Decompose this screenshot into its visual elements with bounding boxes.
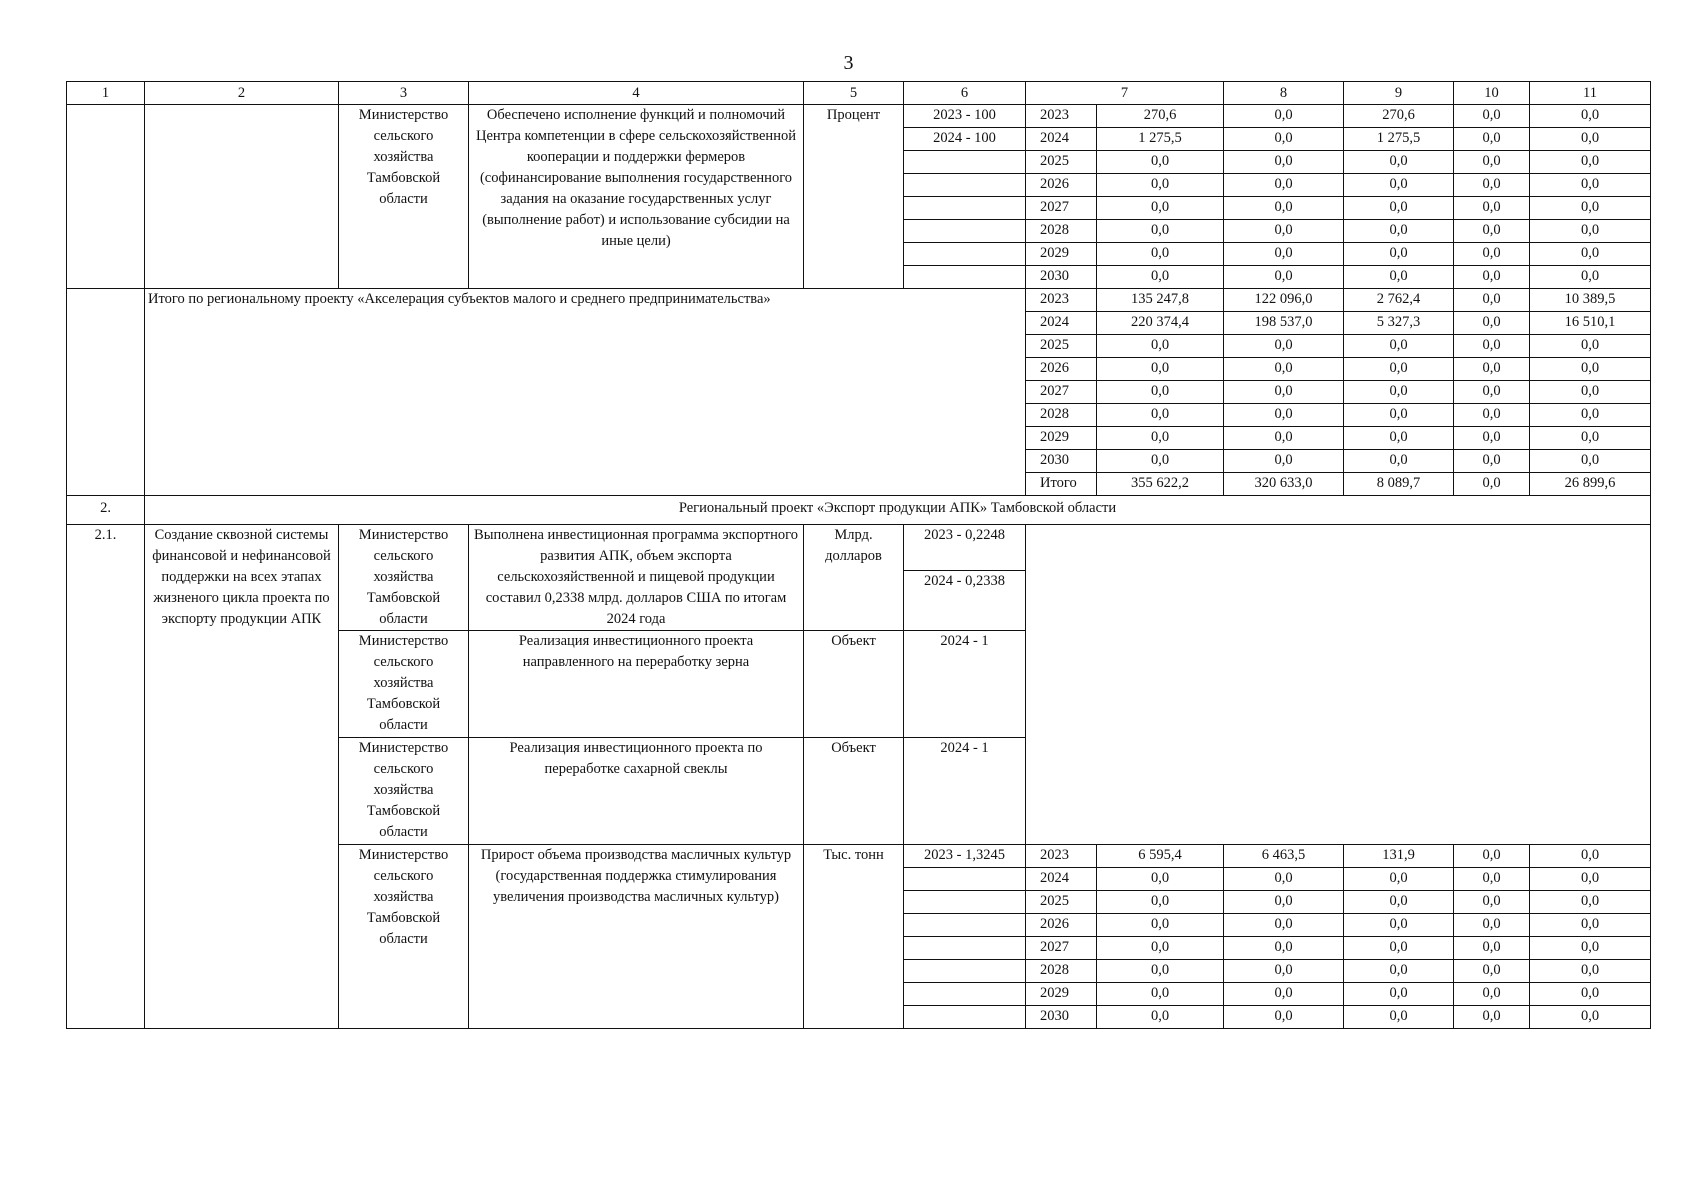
- value-cell-c11: 0,0: [1530, 381, 1651, 404]
- value-cell-c11: 26 899,6: [1530, 473, 1651, 496]
- value-cell-c7: 135 247,8: [1097, 289, 1224, 312]
- value-cell-c9: 0,0: [1344, 960, 1454, 983]
- value-cell-c9: 0,0: [1344, 1006, 1454, 1029]
- unit-cell: Процент: [804, 105, 904, 289]
- value-cell-c9: 0,0: [1344, 174, 1454, 197]
- value-cell-c9: 8 089,7: [1344, 473, 1454, 496]
- value-cell-c7: 355 622,2: [1097, 473, 1224, 496]
- value-cell-c7: 0,0: [1097, 937, 1224, 960]
- result-cell: Выполнена инвестиционная программа экспортного развития АПК, объем экспорта сельскохозяйственной и пищевой продукции составил 0,2338 млрд. долларов США по итогам 2024 года: [469, 525, 804, 631]
- empty-target-cell: [904, 891, 1026, 914]
- column-header-7: 7: [1026, 82, 1224, 105]
- year-cell: 2026: [1026, 914, 1097, 937]
- value-cell-c7: 0,0: [1097, 914, 1224, 937]
- value-cell-c10: 0,0: [1454, 845, 1530, 868]
- value-cell-c9: 131,9: [1344, 845, 1454, 868]
- year-cell: 2024: [1026, 312, 1097, 335]
- responsible-cell: Министерство сельского хозяйства Тамбовской области: [339, 525, 469, 631]
- value-cell-c8: 0,0: [1224, 960, 1344, 983]
- column-header-2: 2: [145, 82, 339, 105]
- value-cell-c7: 0,0: [1097, 266, 1224, 289]
- total-row: [67, 289, 1651, 312]
- target-cell: 2024 - 1: [904, 738, 1026, 845]
- value-cell-c9: 2 762,4: [1344, 289, 1454, 312]
- value-cell-c11: 0,0: [1530, 868, 1651, 891]
- year-cell: 2026: [1026, 358, 1097, 381]
- value-cell-c8: 0,0: [1224, 358, 1344, 381]
- column-header-1: 1: [67, 82, 145, 105]
- header-row: [67, 82, 1651, 105]
- value-cell-c8: 0,0: [1224, 868, 1344, 891]
- value-cell-c11: 0,0: [1530, 197, 1651, 220]
- column-header-8: 8: [1224, 82, 1344, 105]
- value-cell-c8: 0,0: [1224, 381, 1344, 404]
- block-a-row: [67, 105, 1651, 128]
- column-header-3: 3: [339, 82, 469, 105]
- empty-target-cell: [904, 1006, 1026, 1029]
- value-cell-c8: 0,0: [1224, 450, 1344, 473]
- value-cell-c11: 0,0: [1530, 404, 1651, 427]
- subsection-name: Создание сквозной системы финансовой и нефинансовой поддержки на всех этапах жизненого цикла проекта по экспорту продукции АПК: [145, 525, 339, 1029]
- value-cell-c8: 0,0: [1224, 427, 1344, 450]
- blank-area: [1026, 525, 1651, 845]
- empty-target-cell: [904, 983, 1026, 1006]
- value-cell-c9: 0,0: [1344, 450, 1454, 473]
- value-cell-c8: 0,0: [1224, 914, 1344, 937]
- empty-target-cell: [904, 914, 1026, 937]
- value-cell-c8: 122 096,0: [1224, 289, 1344, 312]
- empty-target-cell: [904, 197, 1026, 220]
- value-cell-c7: 0,0: [1097, 197, 1224, 220]
- value-cell-c10: 0,0: [1454, 427, 1530, 450]
- value-cell-c11: 0,0: [1530, 914, 1651, 937]
- value-cell-c10: 0,0: [1454, 105, 1530, 128]
- value-cell-c11: 0,0: [1530, 937, 1651, 960]
- empty-target-cell: [904, 266, 1026, 289]
- value-cell-c11: 0,0: [1530, 335, 1651, 358]
- value-cell-c11: 0,0: [1530, 105, 1651, 128]
- value-cell-c10: 0,0: [1454, 914, 1530, 937]
- empty-target-cell: [904, 243, 1026, 266]
- value-cell-c11: 0,0: [1530, 450, 1651, 473]
- value-cell-c8: 0,0: [1224, 266, 1344, 289]
- column-header-10: 10: [1454, 82, 1530, 105]
- value-cell-c7: 0,0: [1097, 151, 1224, 174]
- year-cell: 2026: [1026, 174, 1097, 197]
- value-cell-c8: 0,0: [1224, 105, 1344, 128]
- year-cell: 2027: [1026, 197, 1097, 220]
- year-cell: 2023: [1026, 845, 1097, 868]
- value-cell-c11: 0,0: [1530, 845, 1651, 868]
- value-cell-c9: 0,0: [1344, 335, 1454, 358]
- empty-target-cell: [904, 174, 1026, 197]
- value-cell-c10: 0,0: [1454, 1006, 1530, 1029]
- value-cell-c10: 0,0: [1454, 404, 1530, 427]
- value-cell-c7: 1 275,5: [1097, 128, 1224, 151]
- year-cell: 2023: [1026, 105, 1097, 128]
- value-cell-c8: 0,0: [1224, 937, 1344, 960]
- value-cell-c8: 0,0: [1224, 174, 1344, 197]
- total-label: Итого по региональному проекту «Акселерация субъектов малого и среднего предпринимательства»: [145, 289, 1026, 496]
- empty-target-cell: [904, 868, 1026, 891]
- value-cell-c10: 0,0: [1454, 289, 1530, 312]
- value-cell-c8: 0,0: [1224, 243, 1344, 266]
- year-cell: 2025: [1026, 335, 1097, 358]
- value-cell-c8: 0,0: [1224, 151, 1344, 174]
- year-cell: 2030: [1026, 450, 1097, 473]
- column-header-9: 9: [1344, 82, 1454, 105]
- empty-cell: [67, 105, 145, 289]
- value-cell-c11: 0,0: [1530, 960, 1651, 983]
- value-cell-c9: 0,0: [1344, 868, 1454, 891]
- empty-cell: [145, 105, 339, 289]
- target-cell: 2023 - 100: [904, 105, 1026, 128]
- value-cell-c10: 0,0: [1454, 937, 1530, 960]
- year-cell: Итого: [1026, 473, 1097, 496]
- value-cell-c8: 0,0: [1224, 128, 1344, 151]
- value-cell-c11: 0,0: [1530, 151, 1651, 174]
- value-cell-c10: 0,0: [1454, 891, 1530, 914]
- financing-table: [66, 81, 1651, 1029]
- value-cell-c10: 0,0: [1454, 358, 1530, 381]
- year-cell: 2030: [1026, 1006, 1097, 1029]
- target-cell: 2023 - 1,3245: [904, 845, 1026, 868]
- value-cell-c10: 0,0: [1454, 450, 1530, 473]
- value-cell-c11: 10 389,5: [1530, 289, 1651, 312]
- year-cell: 2024: [1026, 868, 1097, 891]
- value-cell-c7: 0,0: [1097, 891, 1224, 914]
- value-cell-c8: 0,0: [1224, 220, 1344, 243]
- value-cell-c7: 0,0: [1097, 450, 1224, 473]
- value-cell-c9: 5 327,3: [1344, 312, 1454, 335]
- target-cell: 2023 - 0,2248: [904, 525, 1026, 571]
- value-cell-c10: 0,0: [1454, 174, 1530, 197]
- value-cell-c11: 0,0: [1530, 983, 1651, 1006]
- target-cell: 2024 - 0,2338: [904, 570, 1026, 630]
- value-cell-c10: 0,0: [1454, 473, 1530, 496]
- unit-cell: Тыс. тонн: [804, 845, 904, 1029]
- value-cell-c9: 1 275,5: [1344, 128, 1454, 151]
- value-cell-c9: 0,0: [1344, 381, 1454, 404]
- value-cell-c10: 0,0: [1454, 197, 1530, 220]
- value-cell-c9: 0,0: [1344, 404, 1454, 427]
- value-cell-c8: 0,0: [1224, 335, 1344, 358]
- value-cell-c9: 0,0: [1344, 427, 1454, 450]
- value-cell-c7: 0,0: [1097, 868, 1224, 891]
- value-cell-c9: 0,0: [1344, 937, 1454, 960]
- value-cell-c11: 0,0: [1530, 891, 1651, 914]
- target-cell: 2024 - 100: [904, 128, 1026, 151]
- responsible-cell: Министерство сельского хозяйства Тамбовской области: [339, 845, 469, 1029]
- value-cell-c11: 0,0: [1530, 427, 1651, 450]
- page-number: 3: [843, 52, 854, 74]
- value-cell-c10: 0,0: [1454, 220, 1530, 243]
- section-number: 2.: [67, 496, 145, 525]
- year-cell: 2023: [1026, 289, 1097, 312]
- value-cell-c7: 0,0: [1097, 381, 1224, 404]
- value-cell-c10: 0,0: [1454, 960, 1530, 983]
- column-header-6: 6: [904, 82, 1026, 105]
- value-cell-c10: 0,0: [1454, 381, 1530, 404]
- value-cell-c9: 0,0: [1344, 243, 1454, 266]
- value-cell-c7: 0,0: [1097, 243, 1224, 266]
- value-cell-c9: 0,0: [1344, 358, 1454, 381]
- value-cell-c10: 0,0: [1454, 335, 1530, 358]
- value-cell-c9: 0,0: [1344, 914, 1454, 937]
- value-cell-c11: 0,0: [1530, 220, 1651, 243]
- section-row: [67, 496, 1651, 525]
- responsible-cell: Министерство сельского хозяйства Тамбовской области: [339, 105, 469, 289]
- value-cell-c10: 0,0: [1454, 312, 1530, 335]
- value-cell-c7: 0,0: [1097, 960, 1224, 983]
- unit-cell: Объект: [804, 631, 904, 738]
- year-cell: 2025: [1026, 151, 1097, 174]
- value-cell-c7: 0,0: [1097, 404, 1224, 427]
- value-cell-c8: 0,0: [1224, 404, 1344, 427]
- value-cell-c11: 0,0: [1530, 174, 1651, 197]
- year-cell: 2028: [1026, 960, 1097, 983]
- column-header-5: 5: [804, 82, 904, 105]
- responsible-cell: Министерство сельского хозяйства Тамбовской области: [339, 631, 469, 738]
- column-header-11: 11: [1530, 82, 1651, 105]
- empty-target-cell: [904, 937, 1026, 960]
- value-cell-c10: 0,0: [1454, 151, 1530, 174]
- year-cell: 2029: [1026, 243, 1097, 266]
- empty-target-cell: [904, 220, 1026, 243]
- year-cell: 2028: [1026, 220, 1097, 243]
- year-cell: 2029: [1026, 983, 1097, 1006]
- year-cell: 2029: [1026, 427, 1097, 450]
- result-cell: Реализация инвестиционного проекта по переработке сахарной свеклы: [469, 738, 804, 845]
- value-cell-c7: 0,0: [1097, 335, 1224, 358]
- value-cell-c8: 320 633,0: [1224, 473, 1344, 496]
- value-cell-c9: 0,0: [1344, 983, 1454, 1006]
- year-cell: 2028: [1026, 404, 1097, 427]
- value-cell-c8: 0,0: [1224, 1006, 1344, 1029]
- unit-cell: Объект: [804, 738, 904, 845]
- value-cell-c9: 0,0: [1344, 891, 1454, 914]
- result-cell: Реализация инвестиционного проекта направленного на переработку зерна: [469, 631, 804, 738]
- year-cell: 2025: [1026, 891, 1097, 914]
- empty-cell: [67, 289, 145, 496]
- section-title: Региональный проект «Экспорт продукции АПК» Тамбовской области: [145, 496, 1651, 525]
- year-cell: 2027: [1026, 381, 1097, 404]
- value-cell-c11: 16 510,1: [1530, 312, 1651, 335]
- value-cell-c7: 270,6: [1097, 105, 1224, 128]
- value-cell-c7: 220 374,4: [1097, 312, 1224, 335]
- value-cell-c10: 0,0: [1454, 868, 1530, 891]
- value-cell-c8: 198 537,0: [1224, 312, 1344, 335]
- value-cell-c11: 0,0: [1530, 243, 1651, 266]
- value-cell-c9: 0,0: [1344, 197, 1454, 220]
- value-cell-c10: 0,0: [1454, 983, 1530, 1006]
- value-cell-c7: 0,0: [1097, 427, 1224, 450]
- value-cell-c8: 0,0: [1224, 891, 1344, 914]
- result-cell: Прирост объема производства масличных культур (государственная поддержка стимулирования увеличения производства масличных культур): [469, 845, 804, 1029]
- value-cell-c8: 0,0: [1224, 197, 1344, 220]
- value-cell-c11: 0,0: [1530, 128, 1651, 151]
- subsection-number: 2.1.: [67, 525, 145, 1029]
- value-cell-c11: 0,0: [1530, 358, 1651, 381]
- unit-cell: Млрд. долларов: [804, 525, 904, 631]
- sub-item-row: [67, 525, 1651, 571]
- value-cell-c9: 270,6: [1344, 105, 1454, 128]
- year-cell: 2027: [1026, 937, 1097, 960]
- value-cell-c9: 0,0: [1344, 151, 1454, 174]
- value-cell-c7: 0,0: [1097, 983, 1224, 1006]
- value-cell-c8: 0,0: [1224, 983, 1344, 1006]
- value-cell-c10: 0,0: [1454, 243, 1530, 266]
- empty-target-cell: [904, 960, 1026, 983]
- value-cell-c9: 0,0: [1344, 266, 1454, 289]
- value-cell-c11: 0,0: [1530, 266, 1651, 289]
- column-header-4: 4: [469, 82, 804, 105]
- year-cell: 2030: [1026, 266, 1097, 289]
- target-cell: 2024 - 1: [904, 631, 1026, 738]
- empty-target-cell: [904, 151, 1026, 174]
- value-cell-c7: 0,0: [1097, 358, 1224, 381]
- value-cell-c10: 0,0: [1454, 266, 1530, 289]
- result-cell: Обеспечено исполнение функций и полномочий Центра компетенции в сфере сельскохозяйственной кооперации и поддержки фермеров (софинансирование выполнения государственного задания на оказание государственных услуг (выполнение работ) и использование субсидии на иные цели): [469, 105, 804, 289]
- value-cell-c10: 0,0: [1454, 128, 1530, 151]
- responsible-cell: Министерство сельского хозяйства Тамбовской области: [339, 738, 469, 845]
- value-cell-c9: 0,0: [1344, 220, 1454, 243]
- value-cell-c7: 0,0: [1097, 174, 1224, 197]
- value-cell-c11: 0,0: [1530, 1006, 1651, 1029]
- value-cell-c7: 0,0: [1097, 1006, 1224, 1029]
- year-cell: 2024: [1026, 128, 1097, 151]
- value-cell-c7: 0,0: [1097, 220, 1224, 243]
- value-cell-c7: 6 595,4: [1097, 845, 1224, 868]
- value-cell-c8: 6 463,5: [1224, 845, 1344, 868]
